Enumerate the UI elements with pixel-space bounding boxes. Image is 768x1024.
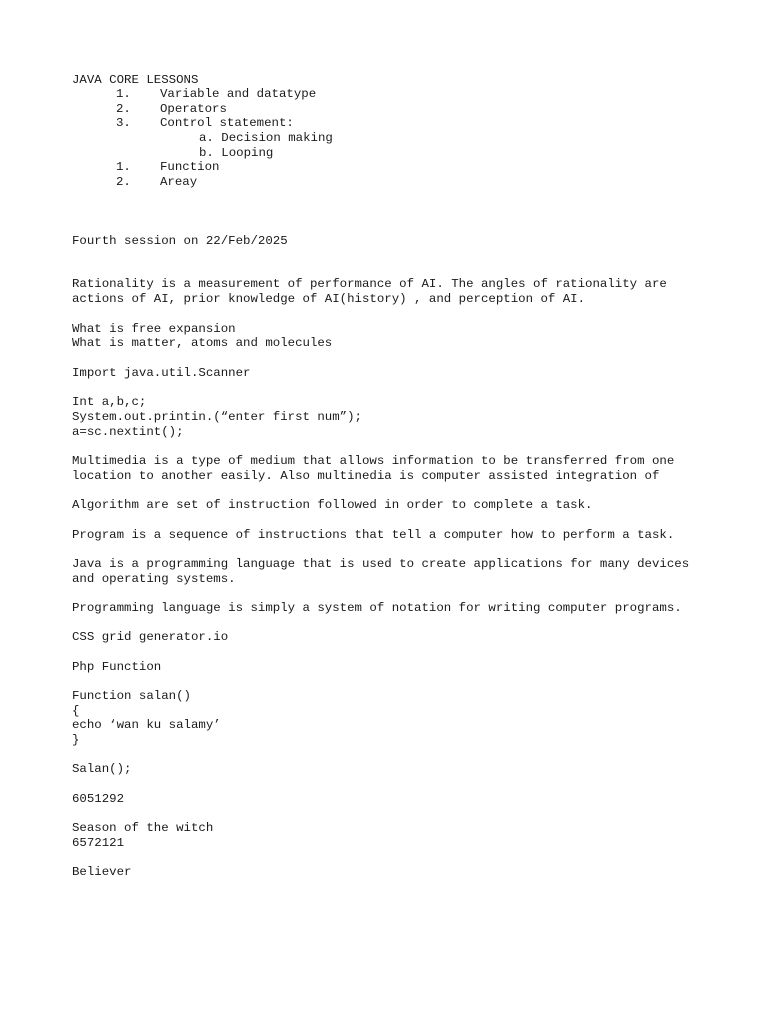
code-line: } xyxy=(72,733,80,747)
list-item-number: 2. xyxy=(116,175,131,189)
paragraph-line: location to another easily. Also multinedia is computer assisted integration of xyxy=(72,469,660,483)
css-grid-line: CSS grid generator.io xyxy=(72,630,229,644)
paragraph-line: Multimedia is a type of medium that allows information to be transferred from one xyxy=(72,454,675,468)
list-item-number: 2. xyxy=(116,102,131,116)
algorithm-paragraph: Algorithm are set of instruction followed in order to complete a task. xyxy=(72,498,593,512)
sub-list-item: b. Looping xyxy=(199,146,274,160)
list-item-number: 1. xyxy=(116,160,131,174)
song-title-line: Season of the witch xyxy=(72,821,214,835)
code-line: echo ‘wan ku salamy’ xyxy=(72,718,221,732)
session-title: Fourth session on 22/Feb/2025 xyxy=(72,234,288,248)
code-line: System.out.printin.(“enter first num”); xyxy=(72,410,362,424)
number-line: 6051292 xyxy=(72,792,125,806)
import-line: Import java.util.Scanner xyxy=(72,366,251,380)
list-item-label: Areay xyxy=(160,175,198,189)
paragraph-line: actions of AI, prior knowledge of AI(history) , and perception of AI. xyxy=(72,292,586,306)
php-call-line: Salan(); xyxy=(72,762,132,776)
code-line: Function salan() xyxy=(72,689,191,703)
code-line: a=sc.nextint(); xyxy=(72,425,184,439)
paragraph-line: Rationality is a measurement of performance of AI. The angles of rationality are xyxy=(72,277,667,291)
sub-list-item: a. Decision making xyxy=(199,131,333,145)
code-line: { xyxy=(72,704,80,718)
question-line: What is free expansion xyxy=(72,322,236,336)
code-line: Int a,b,c; xyxy=(72,395,147,409)
list-item-label: Variable and datatype xyxy=(160,87,317,101)
list-item-label: Control statement: xyxy=(160,116,294,130)
list-item-number: 1. xyxy=(116,87,131,101)
program-paragraph: Program is a sequence of instructions that tell a computer how to perform a task. xyxy=(72,528,675,542)
list-item-number: 3. xyxy=(116,116,131,130)
paragraph-line: and operating systems. xyxy=(72,572,236,586)
document-heading: JAVA CORE LESSONS xyxy=(72,73,199,87)
question-line: What is matter, atoms and molecules xyxy=(72,336,333,350)
believer-line: Believer xyxy=(72,865,132,879)
php-heading: Php Function xyxy=(72,660,162,674)
number-line: 6572121 xyxy=(72,836,125,850)
list-item-label: Function xyxy=(160,160,220,174)
list-item-label: Operators xyxy=(160,102,227,116)
programming-language-paragraph: Programming language is simply a system of notation for writing computer programs. xyxy=(72,601,682,615)
paragraph-line: Java is a programming language that is used to create applications for many devices xyxy=(72,557,690,571)
